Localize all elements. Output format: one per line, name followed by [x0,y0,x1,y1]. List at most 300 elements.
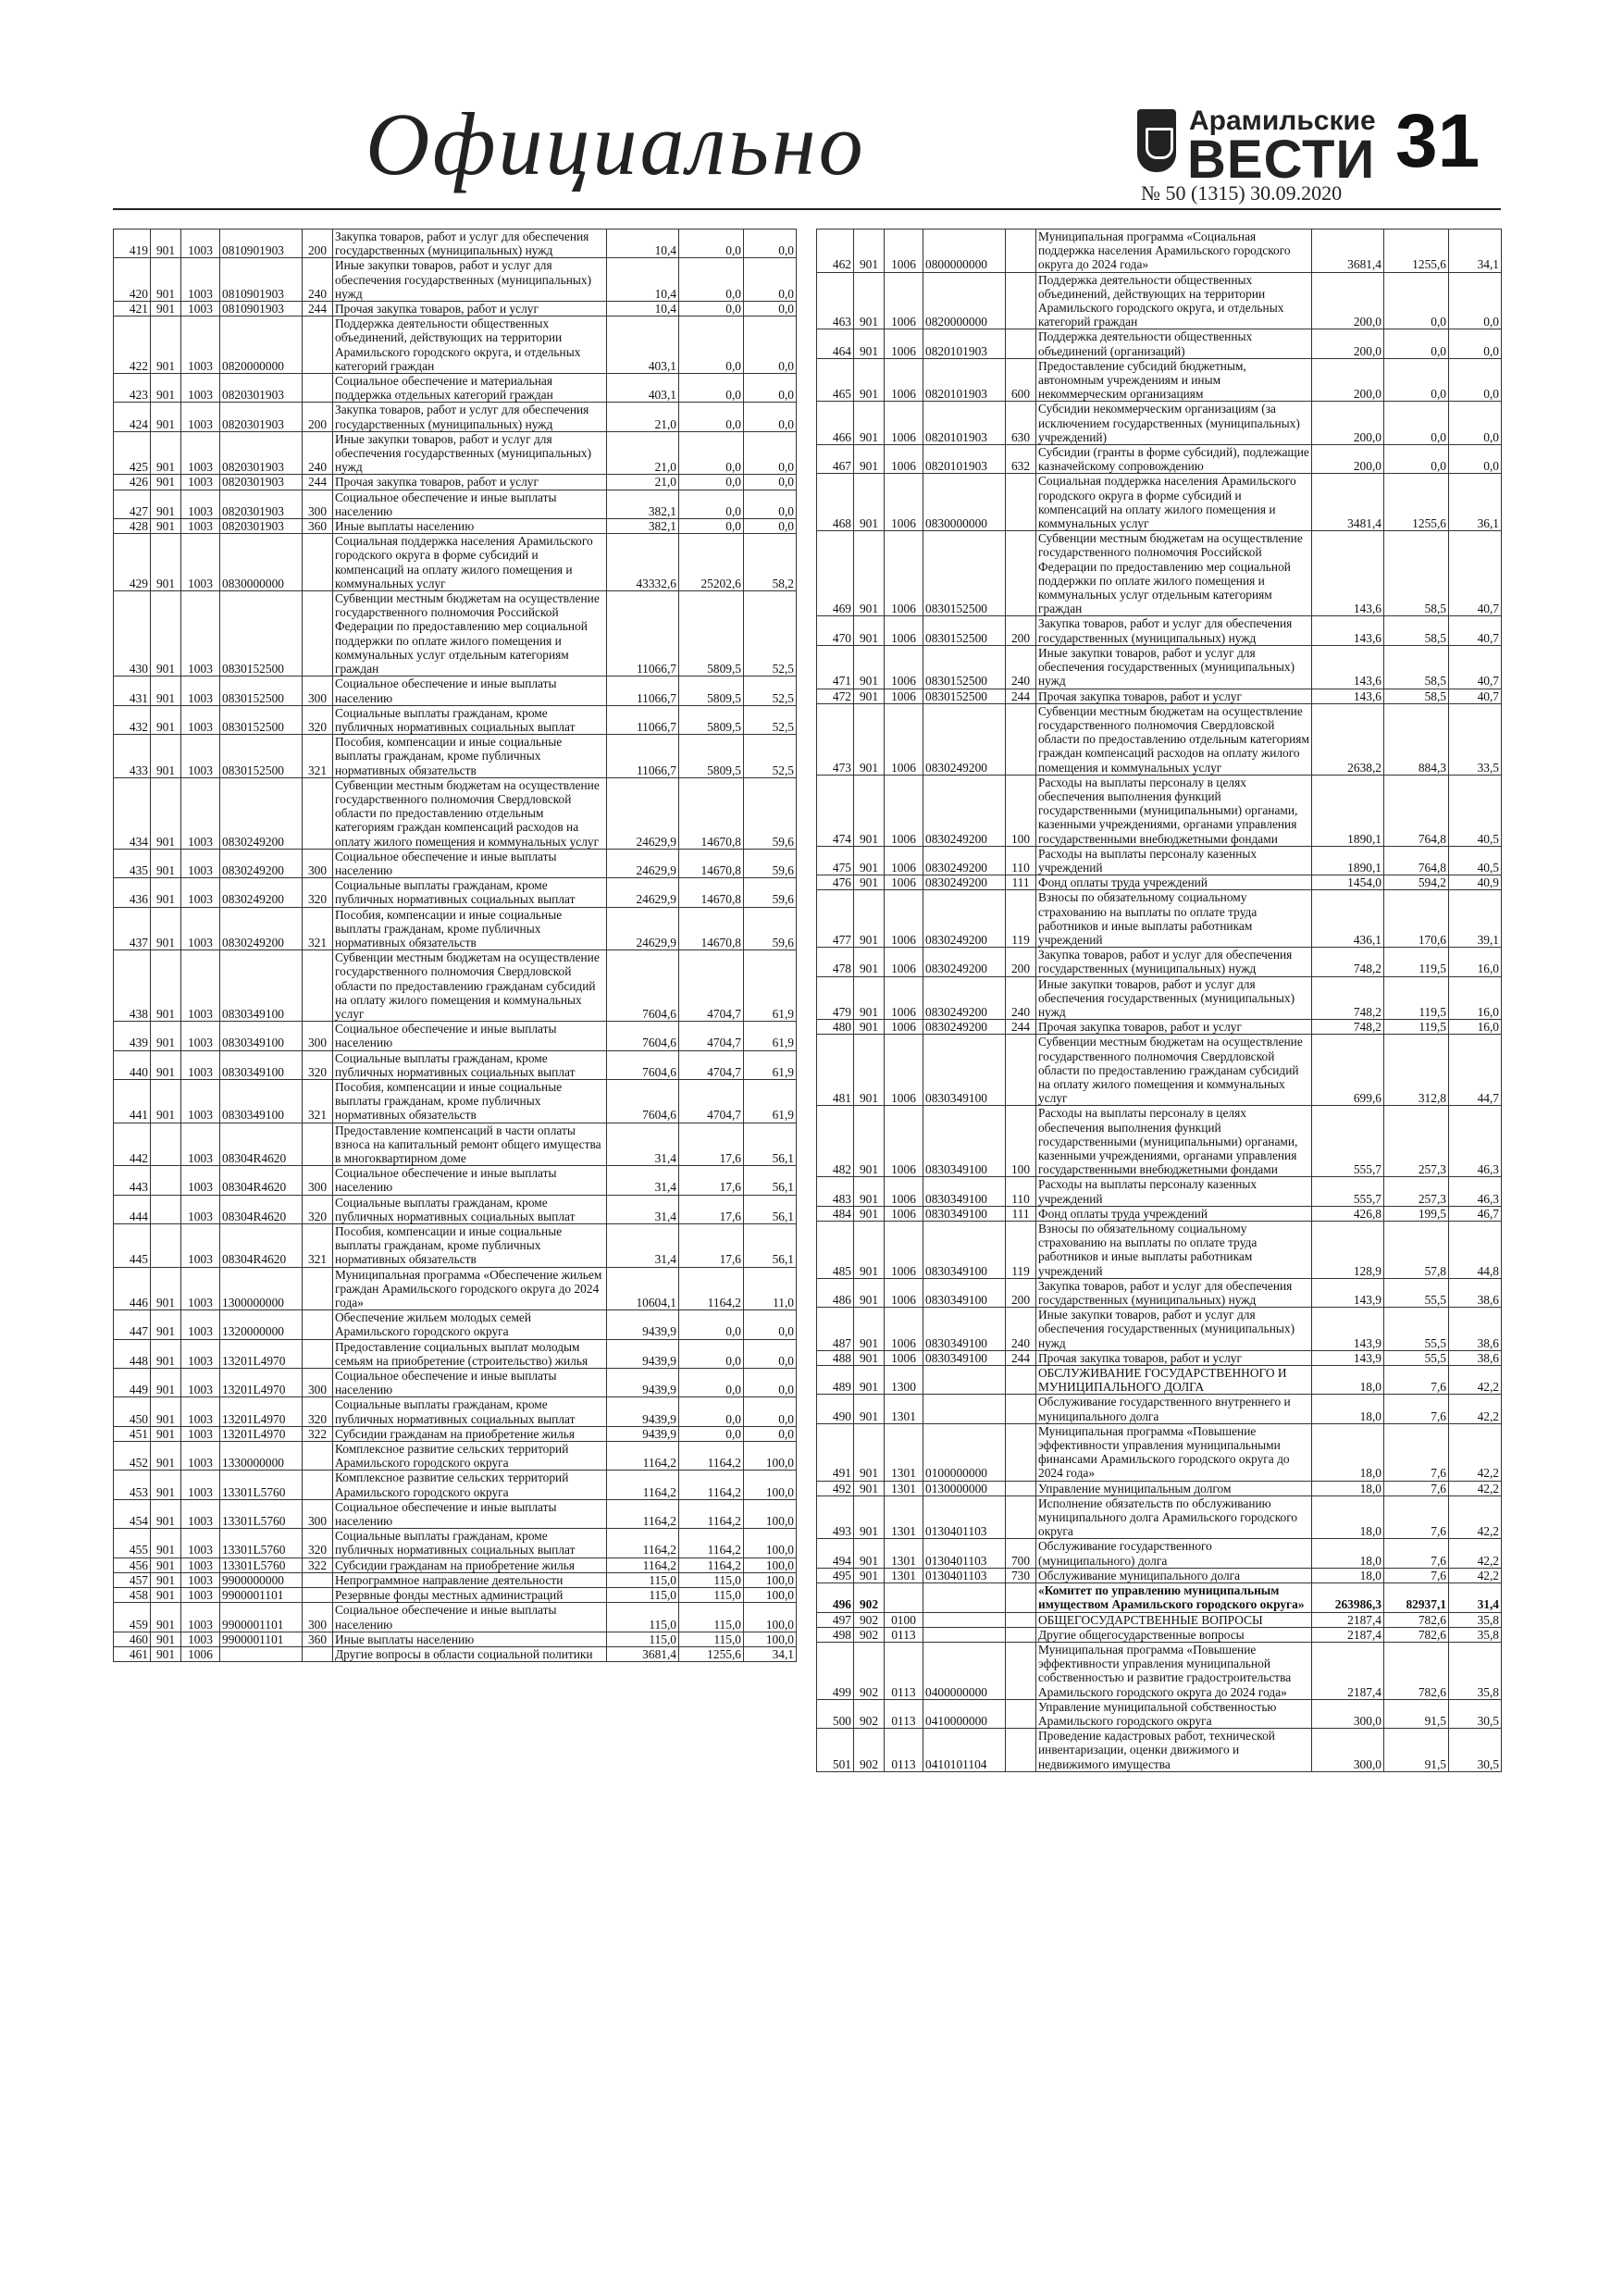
description-cell: Социальное обеспечение и иные выплаты населению [333,849,607,877]
percent-cell: 40,7 [1449,531,1502,616]
plan-amount-cell: 143,9 [1312,1278,1384,1307]
admin-code-cell: 902 [854,1612,885,1627]
table-row [114,1646,797,1661]
plan-amount-cell: 43332,6 [607,534,679,591]
page-number: 31 [1395,99,1481,183]
expense-type-cell [303,1123,333,1166]
actual-amount-cell: 0,0 [679,475,744,490]
section-code-cell: 1003 [181,1442,220,1471]
row-number-cell: 481 [817,1035,854,1106]
plan-amount-cell: 115,0 [607,1603,679,1632]
table-row [817,1568,1502,1582]
admin-code-cell: 901 [151,1558,181,1572]
description-cell: Прочая закупка товаров, работ и услуг [1036,1020,1312,1035]
row-number-cell: 432 [114,705,151,734]
description-cell: Субсидии гражданам на приобретение жилья [333,1426,607,1441]
table-row [817,1350,1502,1365]
expense-type-cell [303,1471,333,1499]
plan-amount-cell: 200,0 [1312,272,1384,329]
expense-type-cell: 320 [303,705,333,734]
description-cell: ОБЩЕГОСУДАРСТВЕННЫЕ ВОПРОСЫ [1036,1612,1312,1627]
row-number-cell: 444 [114,1195,151,1223]
target-code-cell: 0830249200 [220,878,303,907]
expense-type-cell [1006,1395,1036,1423]
row-number-cell: 430 [114,591,151,676]
actual-amount-cell: 0,0 [1384,445,1449,474]
budget-table-left [113,229,797,1662]
percent-cell: 56,1 [744,1224,797,1268]
plan-amount-cell: 10,4 [607,230,679,258]
row-number-cell: 480 [817,1020,854,1035]
expense-type-cell [1006,1699,1036,1728]
section-code-cell: 1003 [181,1426,220,1441]
admin-code-cell: 901 [854,1308,885,1351]
percent-cell: 0,0 [744,1369,797,1397]
percent-cell: 59,6 [744,878,797,907]
description-cell: Социальная поддержка населения Арамильского городского округа в форме субсидий и компенсаций на оплату жилого помещения и коммунальных услуг [333,534,607,591]
percent-cell: 42,2 [1449,1423,1502,1481]
actual-amount-cell: 0,0 [679,1426,744,1441]
plan-amount-cell: 2187,4 [1312,1642,1384,1699]
description-cell: Субвенции местным бюджетам на осуществление государственного полномочия Российской Федерации по предоставлению мер социальной поддержки по оплате жилого помещения и коммунальных услуг отдельным категориям граждан [1036,531,1312,616]
percent-cell: 46,7 [1449,1206,1502,1221]
table-row [114,1079,797,1123]
description-cell: Закупка товаров, работ и услуг для обеспечения государственных (муниципальных) нужд [1036,616,1312,645]
section-code-cell: 1301 [885,1568,923,1582]
target-code-cell [923,1395,1006,1423]
plan-amount-cell: 555,7 [1312,1106,1384,1177]
expense-type-cell: 322 [303,1426,333,1441]
percent-cell: 0,0 [744,230,797,258]
row-number-cell: 439 [114,1022,151,1050]
description-cell: Предоставление социальных выплат молодым семьям на приобретение (строительство) жилья [333,1339,607,1368]
plan-amount-cell: 31,4 [607,1166,679,1195]
expense-type-cell: 240 [1006,645,1036,689]
section-code-cell: 1003 [181,907,220,950]
expense-type-cell: 321 [303,1079,333,1123]
percent-cell: 46,3 [1449,1177,1502,1206]
section-code-cell: 1006 [885,846,923,875]
plan-amount-cell: 7604,6 [607,1079,679,1123]
plan-amount-cell: 300,0 [1312,1729,1384,1772]
admin-code-cell: 901 [854,1395,885,1423]
target-code-cell: 13201L4970 [220,1339,303,1368]
row-number-cell: 475 [817,846,854,875]
section-code-cell: 1003 [181,519,220,534]
section-code-cell: 0113 [885,1642,923,1699]
plan-amount-cell: 143,6 [1312,645,1384,689]
percent-cell: 56,1 [744,1166,797,1195]
row-number-cell: 457 [114,1572,151,1587]
plan-amount-cell: 555,7 [1312,1177,1384,1206]
row-number-cell: 474 [817,775,854,846]
section-code-cell: 1003 [181,676,220,705]
row-number-cell: 426 [114,475,151,490]
actual-amount-cell: 5809,5 [679,735,744,778]
section-code-cell: 1006 [885,230,923,273]
table-row [114,676,797,705]
row-number-cell: 447 [114,1310,151,1339]
admin-code-cell: 901 [151,1632,181,1646]
target-code-cell: 0830349100 [220,1050,303,1079]
row-number-cell: 473 [817,703,854,775]
section-code-cell: 1006 [885,1206,923,1221]
description-cell: Исполнение обязательств по обслуживанию муниципального долга Арамильского городского округа [1036,1496,1312,1539]
actual-amount-cell: 312,8 [1384,1035,1449,1106]
percent-cell: 0,0 [1449,329,1502,358]
target-code-cell: 13201L4970 [220,1426,303,1441]
description-cell: Иные закупки товаров, работ и услуг для обеспечения государственных (муниципальных) нужд [1036,976,1312,1020]
percent-cell: 61,9 [744,950,797,1022]
logo-top-text: Арамильские [1189,105,1376,136]
section-code-cell: 0113 [885,1699,923,1728]
table-row [817,1278,1502,1307]
percent-cell: 61,9 [744,1022,797,1050]
target-code-cell: 0820000000 [923,272,1006,329]
admin-code-cell: 901 [151,316,181,374]
section-code-cell: 1006 [885,890,923,948]
actual-amount-cell: 115,0 [679,1572,744,1587]
expense-type-cell [1006,1496,1036,1539]
target-code-cell: 0810901903 [220,258,303,302]
target-code-cell: 08304R4620 [220,1123,303,1166]
table-row [817,1612,1502,1627]
row-number-cell: 456 [114,1558,151,1572]
expense-type-cell: 300 [303,1166,333,1195]
target-code-cell: 0830349100 [923,1106,1006,1177]
table-row [114,1050,797,1079]
plan-amount-cell: 9439,9 [607,1310,679,1339]
expense-type-cell [1006,474,1036,531]
actual-amount-cell: 91,5 [1384,1699,1449,1728]
percent-cell: 42,2 [1449,1496,1502,1539]
target-code-cell: 1320000000 [220,1310,303,1339]
target-code-cell [923,1627,1006,1642]
admin-code-cell: 901 [151,1442,181,1471]
section-code-cell: 1301 [885,1539,923,1568]
admin-code-cell: 902 [854,1583,885,1612]
admin-code-cell: 901 [854,272,885,329]
table-row [817,1222,1502,1279]
admin-code-cell: 901 [854,1222,885,1279]
expense-type-cell: 300 [303,490,333,518]
description-cell: Расходы на выплаты персоналу в целях обеспечения выполнения функций государственными (муниципальными) органами, казенными учреждениями, органами управления государственными внебюджетными фондами [1036,1106,1312,1177]
row-number-cell: 465 [817,358,854,402]
percent-cell: 56,1 [744,1195,797,1223]
target-code-cell: 9900001101 [220,1603,303,1632]
table-row [817,775,1502,846]
table-row [114,907,797,950]
expense-type-cell: 320 [303,878,333,907]
percent-cell: 0,0 [744,1397,797,1426]
plan-amount-cell: 1164,2 [607,1558,679,1572]
row-number-cell: 423 [114,374,151,403]
table-row [817,1366,1502,1395]
admin-code-cell: 901 [854,616,885,645]
target-code-cell: 0820101903 [923,358,1006,402]
expense-type-cell: 632 [1006,445,1036,474]
section-code-cell: 1006 [885,1106,923,1177]
percent-cell: 0,0 [1449,402,1502,445]
percent-cell: 35,8 [1449,1642,1502,1699]
actual-amount-cell: 82937,1 [1384,1583,1449,1612]
expense-type-cell: 300 [303,676,333,705]
actual-amount-cell: 782,6 [1384,1612,1449,1627]
percent-cell: 59,6 [744,907,797,950]
table-row [114,1588,797,1603]
admin-code-cell: 901 [151,1079,181,1123]
row-number-cell: 458 [114,1588,151,1603]
target-code-cell: 0830249200 [923,846,1006,875]
expense-type-cell: 240 [1006,1308,1036,1351]
plan-amount-cell: 18,0 [1312,1496,1384,1539]
row-number-cell: 492 [817,1481,854,1496]
expense-type-cell [303,1646,333,1661]
section-code-cell: 1006 [885,329,923,358]
plan-amount-cell: 748,2 [1312,976,1384,1020]
expense-type-cell: 200 [303,230,333,258]
table-row [817,1035,1502,1106]
table-row [817,1481,1502,1496]
target-code-cell: 9900001101 [220,1588,303,1603]
target-code-cell: 0830249200 [923,703,1006,775]
actual-amount-cell: 0,0 [679,230,744,258]
table-row [114,849,797,877]
target-code-cell: 0830249200 [923,890,1006,948]
description-cell: Иные выплаты населению [333,1632,607,1646]
plan-amount-cell: 18,0 [1312,1395,1384,1423]
admin-code-cell: 901 [151,431,181,475]
percent-cell: 0,0 [1449,272,1502,329]
row-number-cell: 476 [817,875,854,890]
description-cell: Пособия, компенсации и иные социальные выплаты гражданам, кроме публичных нормативных обязательств [333,1224,607,1268]
expense-type-cell: 244 [1006,1350,1036,1365]
description-cell: Расходы на выплаты персоналу в целях обеспечения выполнения функций государственными (муниципальными) органами, казенными учреждениями, органами управления государственными внебюджетными фондами [1036,775,1312,846]
section-code-cell: 1006 [885,948,923,976]
description-cell: Фонд оплаты труда учреждений [1036,1206,1312,1221]
table-row [114,431,797,475]
section-code-cell: 1301 [885,1496,923,1539]
table-row [114,1572,797,1587]
plan-amount-cell: 18,0 [1312,1481,1384,1496]
row-number-cell: 419 [114,230,151,258]
description-cell: Другие общегосударственные вопросы [1036,1627,1312,1642]
description-cell: Социальное обеспечение и иные выплаты населению [333,1166,607,1195]
actual-amount-cell: 7,6 [1384,1496,1449,1539]
target-code-cell: 0830152500 [923,616,1006,645]
admin-code-cell: 901 [854,531,885,616]
section-code-cell: 1006 [885,616,923,645]
table-row [817,948,1502,976]
row-number-cell: 438 [114,950,151,1022]
actual-amount-cell: 115,0 [679,1603,744,1632]
actual-amount-cell: 0,0 [1384,329,1449,358]
row-number-cell: 488 [817,1350,854,1365]
percent-cell: 31,4 [1449,1583,1502,1612]
section-code-cell: 1003 [181,1195,220,1223]
expense-type-cell: 322 [303,1558,333,1572]
expense-type-cell: 320 [303,1195,333,1223]
actual-amount-cell: 17,6 [679,1224,744,1268]
table-row [114,591,797,676]
plan-amount-cell: 1164,2 [607,1471,679,1499]
plan-amount-cell: 2638,2 [1312,703,1384,775]
target-code-cell: 0830152500 [220,705,303,734]
plan-amount-cell: 10,4 [607,258,679,302]
section-code-cell: 1003 [181,1603,220,1632]
plan-amount-cell: 7604,6 [607,1022,679,1050]
description-cell: Непрограммное направление деятельности [333,1572,607,1587]
admin-code-cell: 901 [854,329,885,358]
admin-code-cell: 901 [151,1050,181,1079]
description-cell: Социальная поддержка населения Арамильского городского округа в форме субсидий и компенсаций на оплату жилого помещения и коммунальных услуг [1036,474,1312,531]
plan-amount-cell: 31,4 [607,1195,679,1223]
table-row [114,1369,797,1397]
expense-type-cell: 244 [1006,1020,1036,1035]
expense-type-cell [1006,272,1036,329]
description-cell: Комплексное развитие сельских территорий Арамильского городского округа [333,1471,607,1499]
plan-amount-cell: 21,0 [607,431,679,475]
table-row [817,1729,1502,1772]
row-number-cell: 477 [817,890,854,948]
description-cell: Поддержка деятельности общественных объединений, действующих на территории Арамильского городского округа, и отдельных категорий граждан [333,316,607,374]
plan-amount-cell: 3681,4 [607,1646,679,1661]
expense-type-cell: 300 [303,1369,333,1397]
expense-type-cell [1006,1481,1036,1496]
percent-cell: 0,0 [1449,445,1502,474]
table-row [114,1426,797,1441]
actual-amount-cell: 55,5 [1384,1308,1449,1351]
table-row [817,616,1502,645]
plan-amount-cell: 200,0 [1312,329,1384,358]
description-cell: Социальные выплаты гражданам, кроме публичных нормативных социальных выплат [333,1397,607,1426]
actual-amount-cell: 115,0 [679,1632,744,1646]
row-number-cell: 490 [817,1395,854,1423]
table-row [817,890,1502,948]
row-number-cell: 427 [114,490,151,518]
description-cell: Поддержка деятельности общественных объединений, действующих на территории Арамильского городского округа, и отдельных категорий граждан [1036,272,1312,329]
description-cell: Субвенции местным бюджетам на осуществление государственного полномочия Российской Федерации по предоставлению мер социальной поддержки по оплате жилого помещения и коммунальных услуг отдельным категориям граждан [333,591,607,676]
plan-amount-cell: 1164,2 [607,1442,679,1471]
target-code-cell: 9900001101 [220,1632,303,1646]
table-row [817,976,1502,1020]
issue-info: № 50 (1315) 30.09.2020 [1141,181,1343,205]
admin-code-cell: 901 [854,358,885,402]
plan-amount-cell: 3481,4 [1312,474,1384,531]
actual-amount-cell: 5809,5 [679,705,744,734]
target-code-cell: 0830152500 [923,531,1006,616]
section-code-cell: 1006 [885,1350,923,1365]
admin-code-cell: 901 [854,230,885,273]
actual-amount-cell: 782,6 [1384,1627,1449,1642]
target-code-cell: 0810901903 [220,302,303,316]
section-code-cell: 1003 [181,735,220,778]
actual-amount-cell: 58,5 [1384,531,1449,616]
actual-amount-cell: 7,6 [1384,1539,1449,1568]
actual-amount-cell: 0,0 [679,403,744,431]
table-row [817,230,1502,273]
table-row [114,519,797,534]
admin-code-cell [151,1166,181,1195]
plan-amount-cell: 200,0 [1312,402,1384,445]
actual-amount-cell: 7,6 [1384,1568,1449,1582]
expense-type-cell: 300 [303,1603,333,1632]
percent-cell: 56,1 [744,1123,797,1166]
actual-amount-cell: 25202,6 [679,534,744,591]
admin-code-cell: 901 [854,976,885,1020]
admin-code-cell: 901 [151,1267,181,1310]
expense-type-cell [1006,1642,1036,1699]
percent-cell: 34,1 [1449,230,1502,273]
section-code-cell: 1003 [181,1632,220,1646]
description-cell: Фонд оплаты труда учреждений [1036,875,1312,890]
row-number-cell: 437 [114,907,151,950]
row-number-cell: 494 [817,1539,854,1568]
table-row [817,1699,1502,1728]
expense-type-cell: 240 [303,258,333,302]
expense-type-cell: 300 [303,1499,333,1528]
section-code-cell: 1003 [181,403,220,431]
admin-code-cell: 901 [854,474,885,531]
section-code-cell: 1006 [885,1020,923,1035]
description-cell: Предоставление компенсаций в части оплаты взноса на капитальный ремонт общего имущества в многоквартирном доме [333,1123,607,1166]
table-row [114,316,797,374]
description-cell: Иные закупки товаров, работ и услуг для обеспечения государственных (муниципальных) нужд [333,258,607,302]
row-number-cell: 463 [817,272,854,329]
target-code-cell: 0830349100 [923,1177,1006,1206]
section-code-cell: 1006 [885,402,923,445]
target-code-cell: 13201L4970 [220,1369,303,1397]
admin-code-cell: 901 [151,1426,181,1441]
admin-code-cell: 901 [854,445,885,474]
description-cell: Субсидии (гранты в форме субсидий), подлежащие казначейскому сопровождению [1036,445,1312,474]
table-row [817,1496,1502,1539]
expense-type-cell [1006,1583,1036,1612]
actual-amount-cell: 7,6 [1384,1481,1449,1496]
section-code-cell: 1003 [181,1499,220,1528]
section-code-cell: 1006 [885,775,923,846]
admin-code-cell: 901 [854,1278,885,1307]
admin-code-cell: 901 [854,1423,885,1481]
description-cell: Обслуживание государственного внутреннего и муниципального долга [1036,1395,1312,1423]
plan-amount-cell: 24629,9 [607,849,679,877]
expense-type-cell [303,1267,333,1310]
admin-code-cell: 901 [151,1646,181,1661]
section-code-cell: 1003 [181,777,220,849]
row-number-cell: 501 [817,1729,854,1772]
admin-code-cell: 901 [854,402,885,445]
row-number-cell: 434 [114,777,151,849]
budget-table-right [816,229,1502,1772]
percent-cell: 0,0 [744,431,797,475]
admin-code-cell: 902 [854,1642,885,1699]
expense-type-cell [303,1442,333,1471]
table-row [817,531,1502,616]
budget-table-left-body [114,230,797,1662]
row-number-cell: 471 [817,645,854,689]
actual-amount-cell: 1164,2 [679,1267,744,1310]
expense-type-cell: 244 [303,302,333,316]
plan-amount-cell: 31,4 [607,1123,679,1166]
expense-type-cell [303,1339,333,1368]
table-row [114,1442,797,1471]
expense-type-cell [1006,1627,1036,1642]
target-code-cell: 0410101104 [923,1729,1006,1772]
actual-amount-cell: 1164,2 [679,1442,744,1471]
table-row [817,1177,1502,1206]
section-code-cell: 1003 [181,1397,220,1426]
plan-amount-cell: 18,0 [1312,1366,1384,1395]
